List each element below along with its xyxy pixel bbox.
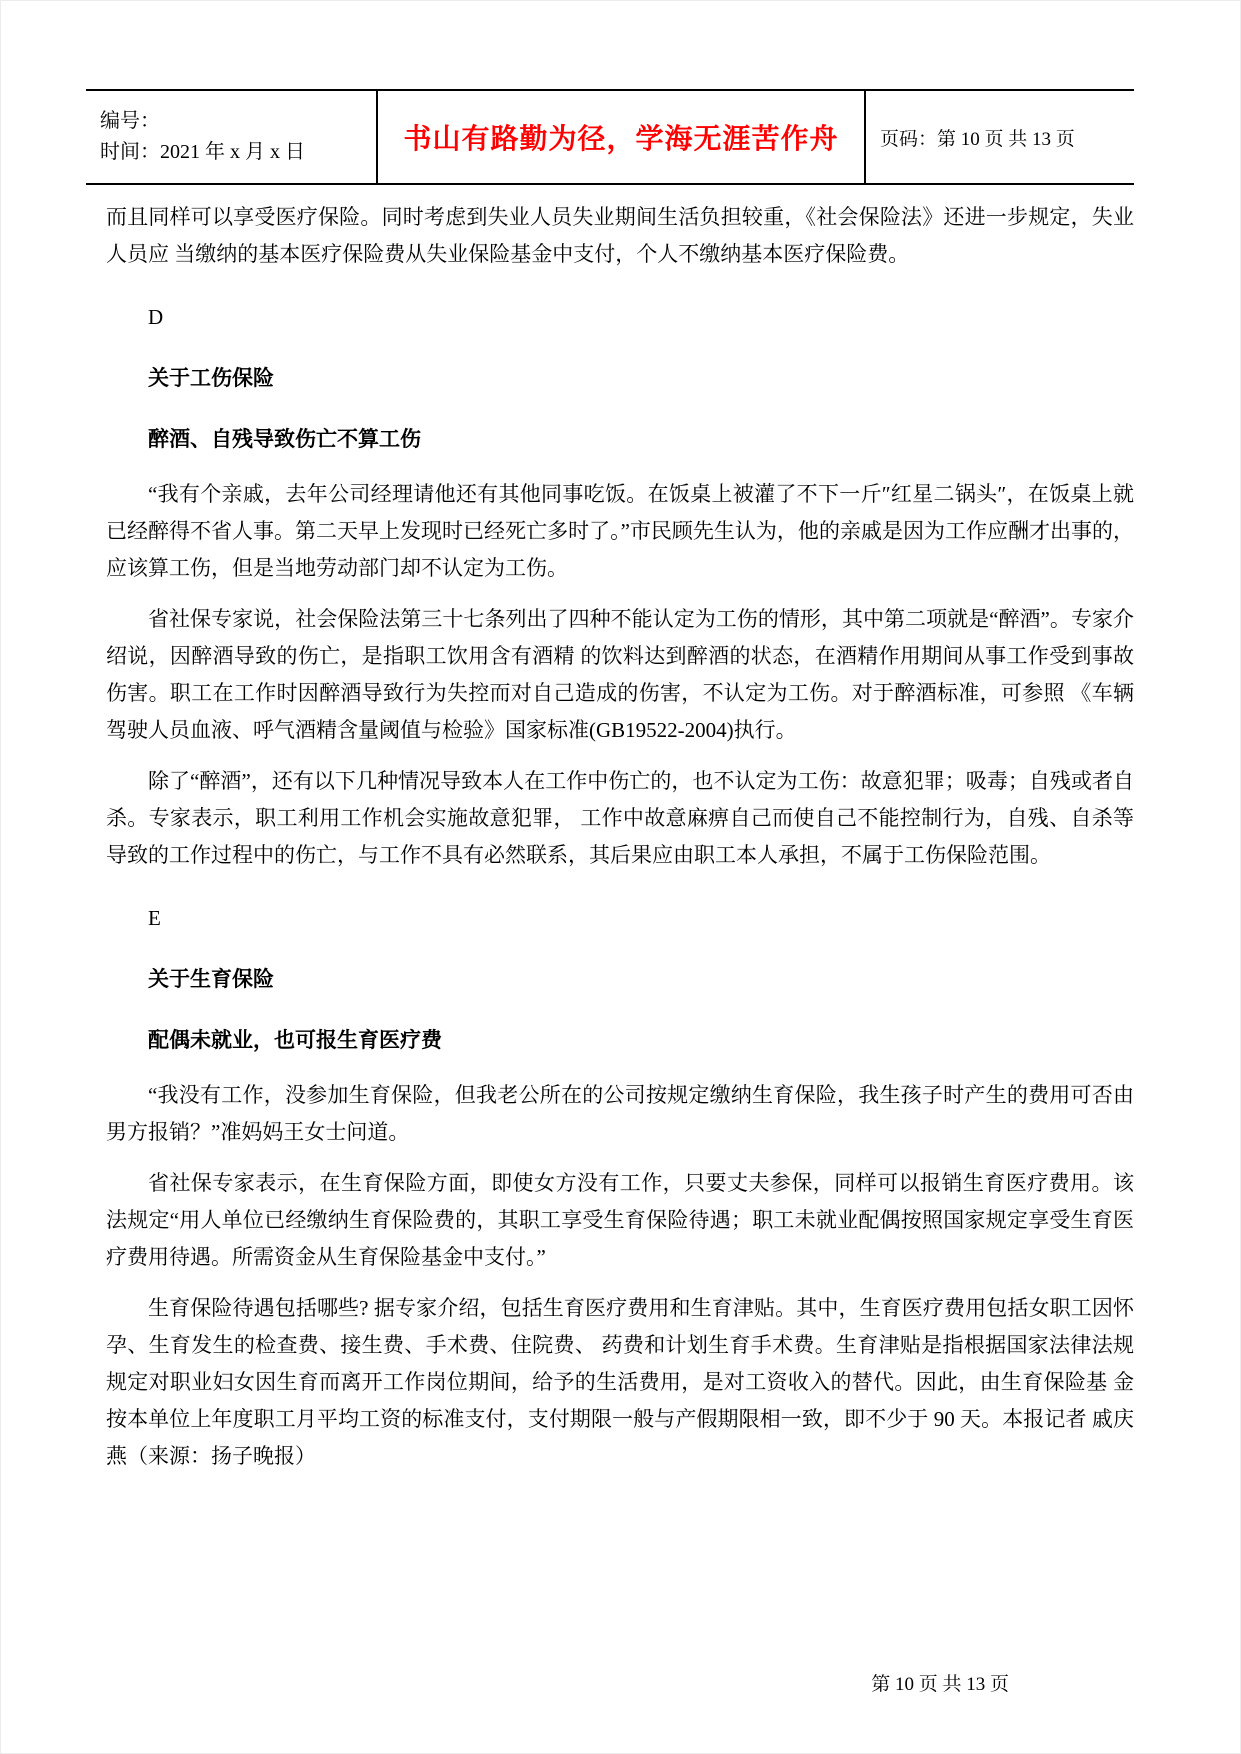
section-e-paragraph-2: 省社保专家表示，在生育保险方面，即使女方没有工作，只要丈夫参保，同样可以报销生育医疗费用。该法规定“用人单位已经缴纳生育保险费的，其职工享受生育保险待遇；职工未就业配偶按照国家规定享受生育医疗费用待遇。所需资金从生育保险基金中支付。” — [106, 1171, 1134, 1269]
section-e-paragraph-3: 生育保险待遇包括哪些? 据专家介绍，包括生育医疗费用和生育津贴。其中，生育医疗费用包括女职工因怀孕、生育发生的检查费、接生费、手术费、住院费、 药费和计划生育手术费。生育津贴是指根据国家法律法规规定对职业妇女因生育而离开工作岗位期间，给予的生活费用，是对工资收入的替代。因此，由生育保险基 金按本单位上年度职工月平均工资的标准支付，支付期限一般与产假期限相一致，即不少于 90 天。本报记者 戚庆燕（来源：扬子晚报） — [106, 1296, 1134, 1468]
section-d-paragraph-3: 除了“醉酒”，还有以下几种情况导致本人在工作中伤亡的，也不认定为工伤：故意犯罪；吸毒；自残或者自杀。专家表示，职工利用工作机会实施故意犯罪， 工作中故意麻痹自己而使自己不能控制行为，自残、自杀等导致的工作过程中的伤亡，与工作不具有必然联系，其后果应由职工本人承担，不属于工伤保险范围。 — [106, 769, 1134, 867]
intro-paragraph: 而且同样可以享受医疗保险。同时考虑到失业人员失业期间生活负担较重，《社会保险法》还进一步规定，失业人员应 当缴纳的基本医疗保险费从失业保险基金中支付，个人不缴纳基本医疗保险费。 — [106, 205, 1134, 266]
section-e-paragraph-1: “我没有工作，没参加生育保险，但我老公所在的公司按规定缴纳生育保险，我生孩子时产生的费用可否由男方报销？”准妈妈王女士问道。 — [106, 1083, 1134, 1144]
section-d-letter: D — [148, 305, 164, 329]
footer-page-number: 第 10 页 共 13 页 — [871, 1674, 1009, 1695]
section-e-subtitle: 配偶未就业，也可报生育医疗费 — [148, 1028, 442, 1052]
section-d-title: 关于工伤保险 — [148, 366, 274, 390]
header-table — [86, 89, 1134, 185]
header-slogan-cell — [376, 91, 864, 183]
document-body — [106, 199, 1134, 1475]
header-slogan: 书山有路勤为径，学海无涯苦作舟 — [403, 124, 839, 155]
section-d-subtitle: 醉酒、自残导致伤亡不算工伤 — [148, 427, 421, 451]
header-meta-cell — [86, 91, 376, 183]
header-page-label: 页码：第 10 页 共 13 页 — [880, 128, 1075, 150]
header-time-label: 时间：2021 年 x 月 x 日 — [100, 141, 305, 163]
section-d-paragraph-2: 省社保专家说，社会保险法第三十七条列出了四种不能认定为工伤的情形，其中第二项就是“醉酒”。专家介绍说，因醉酒导致的伤亡，是指职工饮用含有酒精 的饮料达到醉酒的状态，在酒精作用期间从事工作受到事故伤害。职工在工作时因醉酒导致行为失控而对自己造成的伤害，不认定为工伤。对于醉酒标准，可参照 《车辆驾驶人员血液、呼气酒精含量阈值与检验》国家标准(GB19522-2004)执行。 — [106, 607, 1134, 742]
header-page-cell — [864, 91, 1134, 183]
header-number-label: 编号： — [100, 110, 160, 132]
section-e-letter: E — [148, 906, 161, 930]
section-e-title: 关于生育保险 — [148, 967, 274, 991]
section-d-paragraph-1: “我有个亲戚，去年公司经理请他还有其他同事吃饭。在饭桌上被灌了不下一斤″红星二锅头″，在饭桌上就已经醉得不省人事。第二天早上发现时已经死亡多时了。”市民顾先生认为，他的亲戚是因为工作应酬才出事的，应该算工伤，但是当地劳动部门却不认定为工伤。 — [106, 482, 1134, 580]
